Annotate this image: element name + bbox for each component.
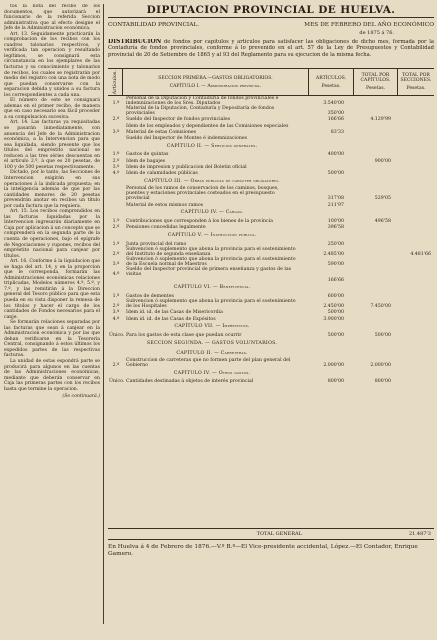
chapter-heading: [108, 141, 434, 151]
table-row: [108, 378, 434, 384]
main-column: [108, 4, 434, 636]
table-row: [108, 116, 434, 122]
table-body: [108, 96, 434, 384]
row-concept: Idem id. id. de las Casas de Misericordia: [126, 310, 223, 316]
row-concept: Cantidades destinadas á objetos de interés provincial: [126, 379, 254, 385]
row-article-amount: 166'66: [327, 117, 344, 123]
row-number: 1.º: [112, 241, 120, 247]
chapter-heading: [108, 283, 434, 293]
row-concept: Subvencion ó suplemento que abona la provincia para el sostenimiento de la Escuela normal de Maestros: [126, 256, 296, 267]
chapter-heading: [108, 338, 434, 348]
chapter-heading: [108, 230, 434, 240]
table-row: [108, 106, 434, 116]
row-concept: Construccion de carreteras que no formen parte del plan general del Gobierno: [126, 358, 291, 369]
table-row: [108, 96, 434, 106]
chapter-heading: [108, 176, 434, 186]
row-number: 4.º: [112, 171, 120, 177]
subheader: [108, 22, 434, 30]
continues-note: (Se continuará.): [62, 394, 100, 400]
row-concept: Contribuciones que corresponden á los bienes de la provincia: [126, 218, 273, 224]
row-concept: Idem de bagajes: [126, 158, 166, 164]
row-concept: Personal de los ramos de conservacion de los caminos, bosques, puentes y estaciones provinciales costeados en el presupuesto provincial: [126, 186, 279, 202]
row-article-amount: 400'00: [327, 152, 344, 158]
row-number: 4.º: [112, 271, 120, 277]
fiscal-year: de 1875 á 76.: [359, 30, 394, 36]
row-concept: Sueldo del Inspector de fondos provinciales: [126, 117, 231, 123]
table-row: [108, 257, 434, 267]
row-article-amount: 500'00: [327, 171, 344, 177]
row-number: 3.º: [112, 261, 120, 267]
row-article-amount: 600'00: [327, 294, 344, 300]
row-concept: Idem de calamidades públicas: [126, 171, 198, 177]
row-concept: Material de estas Comisiones: [126, 129, 197, 135]
row-number: 2.º: [112, 117, 120, 123]
row-concept: Subvencion ó suplemento que abona la provincia para el sostenimiento de los Hospitales: [126, 299, 296, 310]
left-paragraph: Se formarán relaciones separadas por las facturas que sean á canjear en la Administracion económica y por las que deban verificarse en la Tesorería Central, consignando á estos últimos los expedidos partes de las respectivas facturas.: [4, 320, 100, 359]
row-chapter-total: 496'58: [374, 218, 391, 224]
row-article-amount: 100'00: [327, 218, 344, 224]
row-concept: Material de la Diputacion, Contaduría y Depositaría de fondos provinciales: [126, 106, 275, 116]
left-text-column: [4, 4, 100, 630]
table-row: [108, 186, 434, 201]
intro-text: de fondos por capítulos y artículos para satisfacer las obligaciones de dicho mes, formada por la Contaduría de fondos provinciales, conforme á lo prevenido en el art. 57 de la Ley de Presupuestos y Contabilidad provincial de 20 de Setiembre de 1865 y al 93 del Reglamento para su ejecucion de la misma fecha.: [108, 39, 434, 58]
header-col-articles: ARTÍCULOS. Pesetas.: [308, 69, 353, 95]
total-value: 21.487'3: [408, 531, 431, 537]
chapter-heading-text: CAPÍTULO IV. — Otros gastos.: [173, 370, 251, 376]
intro-lead: DISTRIBUCION: [108, 39, 162, 45]
row-concept: Personal de la Diputacion y Contaduría de fondos provinciales é indemnizaciones de los Sres. Diputados: [126, 96, 279, 106]
row-concept: Sueldo del Inspector provincial de primera enseñanza y gastos de las visitas: [126, 266, 292, 277]
row-chapter-total: 500'00: [374, 333, 391, 339]
row-concept: Material de estos mismos ramos: [126, 202, 204, 208]
row-article-amount: 2.000'00: [323, 363, 344, 369]
row-concept: Sueldo del Inspector de Montes é indemnizaciones: [126, 136, 248, 142]
distribution-table: [108, 68, 434, 540]
row-chapter-total: 529'05: [374, 196, 391, 202]
intro-paragraph: [108, 39, 434, 65]
row-chapter-total: 7.450'00: [370, 304, 391, 310]
chapter-heading-text: CAPÍTULO IV. — Cargas.: [180, 210, 244, 216]
header-articulos: Artículos.: [112, 69, 118, 95]
header-seccion: SECCION PRIMERA.—GASTOS OBLIGATORIOS.: [158, 75, 273, 81]
header-col-chapters: TOTAL POR CAPÍTULOS. Pesetas.: [353, 69, 397, 95]
row-number: 3.º: [112, 165, 120, 171]
total-label: TOTAL GENERAL: [256, 531, 302, 537]
left-paragraph: La unidad de estas espondrá parte se producirá para algunos en las cuentas de las Administraciones económicas, mediante que deberán conservar en Caja las primeras partes con los recibos hasta que termine la operacion.: [4, 359, 100, 392]
table-row: [108, 332, 434, 338]
row-number: 1.º: [112, 294, 120, 300]
row-number: 2.º: [112, 251, 120, 257]
header-cap1: CAPÍTULO I. — Administracion provincial.: [169, 83, 262, 89]
row-article-amount: 2.450'00: [323, 304, 344, 310]
row-concept: Gastos de dementes: [126, 294, 174, 300]
table-row: [108, 299, 434, 309]
row-article-amount: 3.900'00: [323, 316, 344, 322]
row-chapter-total: 900'00: [374, 158, 391, 164]
row-article-amount: 590'00: [327, 261, 344, 267]
row-article-amount: 317'08: [327, 196, 344, 202]
row-article-amount: 2.485'00: [323, 251, 344, 257]
header-concept: [122, 69, 308, 95]
table-row: [108, 218, 434, 224]
row-number: 1.º: [112, 101, 120, 106]
table-header: [108, 69, 434, 96]
row-number: 3.º: [112, 310, 120, 316]
subheader-left: CONTABILIDAD PROVINCIAL.: [108, 22, 200, 28]
total-row: [108, 528, 434, 539]
chapter-heading-text: CAPÍTULO VII. — Imprevistos.: [174, 324, 250, 330]
left-paragraph: El número de este se consignará ademas en el primer recibo, de manera que en caso necesario sea fácil proceder a su compulsacion sucesiva.: [4, 98, 100, 120]
subheader-right: MES DE FEBRERO DEL AÑO ECONÓMICO: [304, 22, 434, 28]
row-concept: Para los gastos de esta clase que puedan ocurrir: [126, 333, 242, 339]
row-concept: Subvencion ó suplemento que abona la provincia para el sostenimiento del Instituto de segunda enseñanza: [126, 246, 296, 257]
chapter-heading-text: CAPÍTULO II. — Carreteras.: [176, 350, 248, 356]
left-paragraph: Dictado, por lo tanto, las Secciones de Intervencion exigirán en sus operaciones á la indicada propuesta; en la inteligencia además de que por las cantidades menores de 20 pesetas prevendrán anotar en recibos un título por cada factura que la requiera.: [4, 170, 100, 209]
row-concept: Idem de impresion y publicacion del Boletin oficial: [126, 165, 247, 171]
chapter-heading-text: SECCION SEGUNDA. — GASTOS VOLUNTARIOS.: [146, 340, 278, 346]
table-row: [108, 247, 434, 257]
row-number: Único.: [109, 379, 125, 385]
page-title: DIPUTACION PROVINCIAL DE HUELVA.: [108, 4, 434, 18]
row-number: 3.º: [112, 129, 120, 135]
left-paragraph: tos la nota del recibo de los documentos, que autorizará el funcionario de la referida Seccion administrativa que al efecto designe el Jefe de la Administracion económica.: [4, 4, 100, 32]
chapter-heading-text: CAPÍTULO III. — Obras públicas de carácter obligatorio.: [144, 178, 280, 184]
row-number: 1.º: [112, 218, 120, 224]
header-col-sections: TOTAL POR SECCIONES. Pesetas.: [397, 69, 434, 95]
left-paragraph: Art. 14. Las facturas ya requisitadas se pasarán inmediatamente, con anuencia del Jefe de la Administracion económica, a la Intervencion para que sea liquidada, siendo presente que los títulos del empréstito nacional se reducen a las tres séries descuentas en el artículo 2.º, á que es 20 pesetas, de 100 y de 500 pesetas respectivamente.: [4, 120, 100, 170]
left-paragraph: Art. 13. Seguidamente practicarán la comprobacion de los recibos con los cuadros talonarios respectivos, y verificada tan operacion y resultando legítimos, se consignará esta circunstancia en los ejemplares de las facturas y su conocimiento y talonarios de recibos, los cuales se registrarán por medio del registro con una nota de modo que puedan conservarse con la separacion debida y unidos a su factura los correspondientes a cada una.: [4, 31, 100, 98]
chapter-heading: [108, 322, 434, 332]
chapter-heading-text: CAPÍTULO V. — Instruccion pública.: [167, 232, 257, 238]
row-article-amount: 166'66: [327, 277, 344, 283]
row-number: 4.º: [112, 316, 120, 322]
row-concept: Idem id. id. de las Casas de Expósitos: [126, 316, 216, 322]
row-article-amount: 350'00: [327, 111, 344, 116]
table-row: [108, 267, 434, 277]
chapter-heading: [108, 348, 434, 358]
left-paragraph: Art. 15. Los recibos comprendidos en las facturas liquidadas por la Intervencion ingresarán diariamente en Caja por aplicacion á un concepto que se comprenderá en la segunda parte de la cuenta de operaciones, bajo el epígrafe de Negociaciones y cupones, recibos del empréstito nacional para canjear por títulos.: [4, 209, 100, 259]
row-article-amount: 211'97: [327, 202, 344, 208]
row-article-amount: 250'00: [327, 241, 344, 247]
row-number: 2.º: [112, 225, 120, 231]
row-concept: Pensiones concedidas legalmente: [126, 225, 206, 231]
table-row: [108, 358, 434, 368]
row-concept: Idem de los empleados y dependientes de las Comisiones especiales: [126, 123, 289, 129]
row-number: Único.: [109, 333, 125, 339]
row-number: 1.º: [112, 152, 120, 158]
chapter-heading: [108, 208, 434, 218]
column-divider: [103, 4, 104, 624]
row-article-amount: 500'00: [327, 333, 344, 339]
table-row: [108, 157, 434, 163]
row-article-amount: 396'58: [327, 225, 344, 231]
row-concept: Junta provincial del ramo: [126, 241, 187, 247]
row-chapter-total: 2.000'00: [370, 363, 391, 369]
signature-line: En Huelva á 4 de Febrero de 1876.—V.º B.º—El Vice-presidente accidental, López.—El Contador, Enrique Gamero.: [108, 544, 418, 557]
row-article-amount: 83'33: [330, 129, 344, 135]
row-article-amount: 800'00: [327, 379, 344, 385]
row-article-amount: 500'00: [327, 310, 344, 316]
row-chapter-total: 800'00: [374, 379, 391, 385]
chapter-heading: [108, 368, 434, 378]
chapter-heading-text: CAPÍTULO II. — Servicios generales.: [166, 143, 258, 149]
chapter-heading-text: CAPÍTULO VI. — Beneficencia.: [173, 285, 251, 291]
row-number: 2.º: [112, 363, 120, 369]
row-section-total: 4.481'66: [410, 251, 431, 257]
row-concept: Gastos de quintas: [126, 152, 169, 158]
left-paragraph: Art. 16. Conforme á la liquidacion que se haga del art. 14, y en la proporcion que le corresponda, formarán las Administraciones económicas relaciones triplicadas, Modelos números 4.º, 5.º, y 7.º, y las remitirán á la Direccion general del Tesoro público para que esta pueda en su vista disponer la remesa de los títulos y hacer el cargo de los cantidades de Fondos necesarios para el canje.: [4, 259, 100, 320]
row-article-amount: 3.540'00: [323, 101, 344, 106]
row-chapter-total: 4.129'99: [370, 117, 391, 123]
row-number: 2.º: [112, 304, 120, 310]
row-number: 2.º: [112, 158, 120, 164]
